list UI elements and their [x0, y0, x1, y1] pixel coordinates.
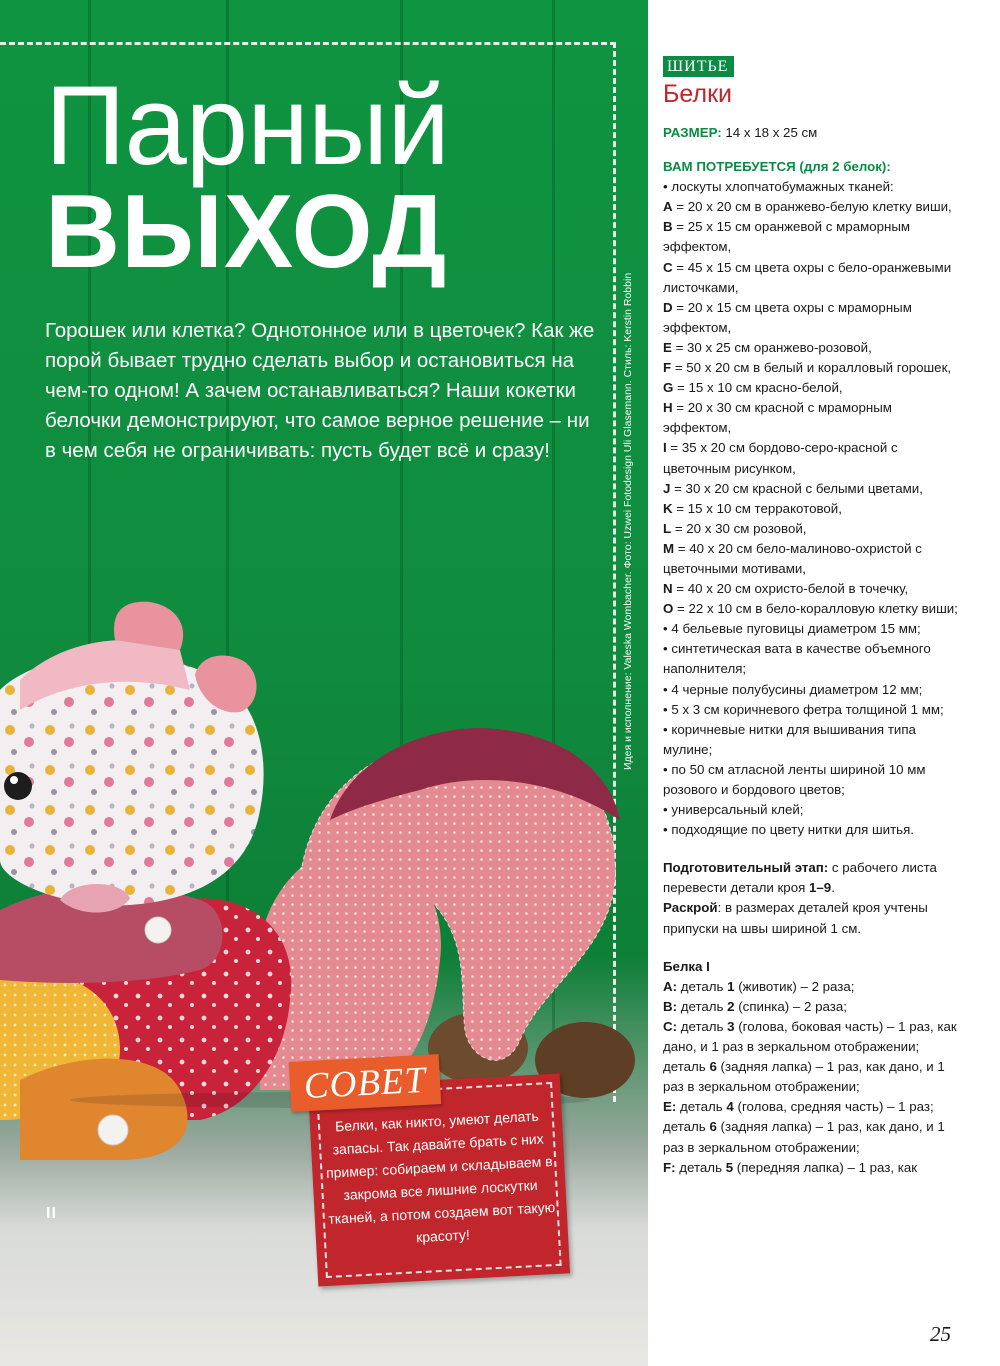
- fabric-description: = 20 х 20 см в оранжево-белую клетку виши,: [672, 199, 952, 215]
- cutting-text: (передняя лапка) – 1 раз, как: [733, 1159, 918, 1175]
- fabric-letter: A: [663, 199, 673, 215]
- fabric-letter: K: [663, 500, 673, 516]
- fabric-item: [663, 499, 963, 519]
- cutting-text: деталь: [677, 998, 728, 1014]
- materials-list: [663, 619, 963, 840]
- fabric-item: [663, 579, 963, 599]
- tip-label: [289, 1054, 441, 1112]
- fabric-description: = 20 х 15 см цвета охры с мраморным эффектом,: [663, 299, 912, 335]
- fabric-description: = 50 х 20 см в белый и коралловый горошек,: [671, 360, 952, 376]
- material-item: • 4 черные полубусины диаметром 12 мм;: [663, 681, 923, 697]
- folio-mark: II: [46, 1205, 57, 1222]
- fabric-letter: E: [663, 339, 672, 355]
- cutting-text: деталь: [677, 1018, 728, 1034]
- cutting-ref: A:: [663, 978, 678, 994]
- fabric-description: = 22 х 10 см в бело-коралловую клетку виши;: [673, 601, 958, 617]
- instructions-column: [663, 56, 963, 1178]
- fabric-description: = 30 х 25 см оранжево-розовой,: [671, 339, 872, 355]
- cutting-ref: 6: [709, 1119, 717, 1135]
- fabric-item: [663, 358, 963, 378]
- fabric-description: = 30 х 20 см красной с белыми цветами,: [670, 480, 923, 496]
- cutting-text: : в размерах деталей кроя учтены припуски на швы шириной 1 см.: [663, 900, 928, 936]
- fabric-item: [663, 539, 963, 579]
- size-row: [663, 123, 963, 143]
- cutting-text: деталь: [675, 1159, 726, 1175]
- fabric-description: = 40 х 20 см бело-малиново-охристой с цветочными мотивами,: [663, 540, 922, 576]
- prep-paragraph: [663, 858, 963, 938]
- material-item: • синтетическая вата в качестве объемного наполнителя;: [663, 641, 931, 677]
- cutting-text: (задняя лапка) – 1 раз, как дано, и 1 раз в зеркальном отображении;: [663, 1059, 945, 1095]
- cutting-label: Раскрой: [663, 900, 718, 916]
- fabric-letter: I: [663, 440, 667, 456]
- cutting-ref: 4: [726, 1099, 734, 1115]
- fabric-item: [663, 479, 963, 499]
- fabric-description: = 35 х 20 см бордово-серо-красной с цветочным рисунком,: [663, 440, 898, 476]
- cutting-line: [663, 1017, 963, 1097]
- fabric-letter: H: [663, 400, 673, 416]
- cutting-ref: 2: [727, 998, 735, 1014]
- fabric-description: = 15 х 10 см терракотовой,: [672, 500, 842, 516]
- material-item: • 4 бельевые пуговицы диаметром 15 мм;: [663, 621, 921, 637]
- cutting-text: (задняя лапка) – 1 раз, как дано, и 1 раз в зеркальном отображении;: [663, 1119, 945, 1155]
- fabric-letter: J: [663, 480, 671, 496]
- prep-label: Подготовительный этап:: [663, 860, 829, 876]
- tip-text: Белки, как никто, умеют делать запасы. Так давайте брать с них пример: собираем и складываем в закрома все лишние лоскутки тканей, а потом создаем вот такую красоту!: [325, 1107, 556, 1246]
- material-item: • коричневые нитки для вышивания типа мулине;: [663, 721, 916, 757]
- fabric-letter: C: [663, 259, 673, 275]
- fabric-description: = 25 х 15 см оранжевой с мраморным эффектом,: [663, 219, 911, 255]
- fabric-letter: L: [663, 520, 672, 536]
- cutting-ref: 3: [727, 1018, 735, 1034]
- fabric-description: = 40 х 20 см охристо-белой в точечку,: [672, 581, 909, 597]
- fabric-list: [663, 197, 963, 619]
- cutting-text: (спинка) – 2 раза;: [734, 998, 847, 1014]
- fabric-item: [663, 197, 963, 217]
- fabric-item: [663, 378, 963, 398]
- page-title-line1: Парный: [45, 63, 449, 188]
- fabric-letter: M: [663, 540, 675, 556]
- cutting-ref: E:: [663, 1099, 677, 1115]
- fabric-letter: N: [663, 581, 673, 597]
- squirrel-one-cutting-list: [663, 977, 963, 1178]
- fabric-item: [663, 398, 963, 438]
- fabric-item: [663, 599, 963, 619]
- cutting-text: деталь: [677, 978, 728, 994]
- cutting-text: (голова, средняя часть) – 1 раз; деталь: [663, 1099, 934, 1135]
- fabric-description: = 45 х 15 см цвета охры с бело-оранжевыми листочками,: [663, 259, 952, 295]
- section-tag: ШИТЬЕ: [663, 56, 734, 77]
- cutting-ref: 6: [709, 1059, 717, 1075]
- intro-text: Горошек или клетка? Однотонное или в цветочек? Как же порой бывает трудно сделать выбор и остановиться на чем-то одном! А зачем останавливаться? Наши кокетки белочки демонстрируют, что самое верное решение – ни в чем себя не ограничивать: пусть будет всё и сразу!: [45, 319, 595, 462]
- material-item: • универсальный клей;: [663, 802, 804, 818]
- cutting-text: деталь: [676, 1099, 727, 1115]
- size-value: 14 х 18 х 25 см: [721, 125, 818, 140]
- page-title-line2: ВЫХОД: [45, 174, 448, 290]
- cutting-ref: 1: [727, 978, 735, 994]
- cutting-ref: B:: [663, 998, 678, 1014]
- fabric-item: [663, 217, 963, 257]
- fabric-description: = 20 х 30 см красной с мраморным эффектом,: [663, 400, 892, 436]
- cutting-line: [663, 1158, 963, 1178]
- material-item: • подходящие по цвету нитки для шитья.: [663, 822, 915, 838]
- material-item: • 5 х 3 см коричневого фетра толщиной 1 мм;: [663, 701, 944, 717]
- fabric-item: [663, 438, 963, 478]
- squirrel-one-heading: Белка I: [663, 958, 710, 974]
- fabric-letter: D: [663, 299, 673, 315]
- fabric-item: [663, 338, 963, 358]
- cutting-ref: F:: [663, 1159, 676, 1175]
- fabric-letter: G: [663, 380, 674, 396]
- fabric-item: [663, 298, 963, 338]
- fabric-letter: F: [663, 360, 672, 376]
- fabric-description: = 20 х 30 см розовой,: [671, 520, 807, 536]
- materials-heading: ВАМ ПОТРЕБУЕТСЯ (для 2 белок):: [663, 159, 891, 175]
- cutting-ref: 5: [725, 1159, 734, 1175]
- fabric-item: [663, 258, 963, 298]
- prep-parts: 1–9: [809, 880, 832, 896]
- page-number: 25: [930, 1322, 951, 1346]
- prep-text: с рабочего листа перевести детали кроя: [663, 860, 937, 896]
- fabric-item: [663, 519, 963, 539]
- fabric-description: = 15 х 10 см красно-белой,: [673, 380, 843, 396]
- cutting-ref: C:: [663, 1018, 678, 1034]
- photo-credits: Идея и исполнение: Valeska Wombacher. Фото: Uzwei Fotodesign Uli Glasemann. Стиль: Kerstin Robbin: [622, 272, 634, 770]
- cutting-text: (животик) – 2 раза;: [734, 978, 855, 994]
- fabric-letter: O: [663, 601, 674, 617]
- prep-text-end: .: [831, 880, 835, 896]
- material-item: • по 50 см атласной ленты шириной 10 мм розового и бордового цветов;: [663, 761, 926, 797]
- cutting-line: [663, 977, 963, 997]
- cutting-text: (голова, боковая часть) – 1 раз, как дано, и 1 раз в зеркальном отображении; деталь: [663, 1018, 957, 1075]
- cutting-line: [663, 1097, 963, 1157]
- size-label: РАЗМЕР:: [663, 125, 722, 140]
- cutting-line: [663, 997, 963, 1017]
- tip-label-text: СОВЕТ: [302, 1059, 428, 1107]
- materials-intro: • лоскуты хлопчатобумажных тканей:: [663, 179, 894, 195]
- fabric-letter: B: [663, 219, 673, 235]
- project-title: Белки: [663, 80, 732, 108]
